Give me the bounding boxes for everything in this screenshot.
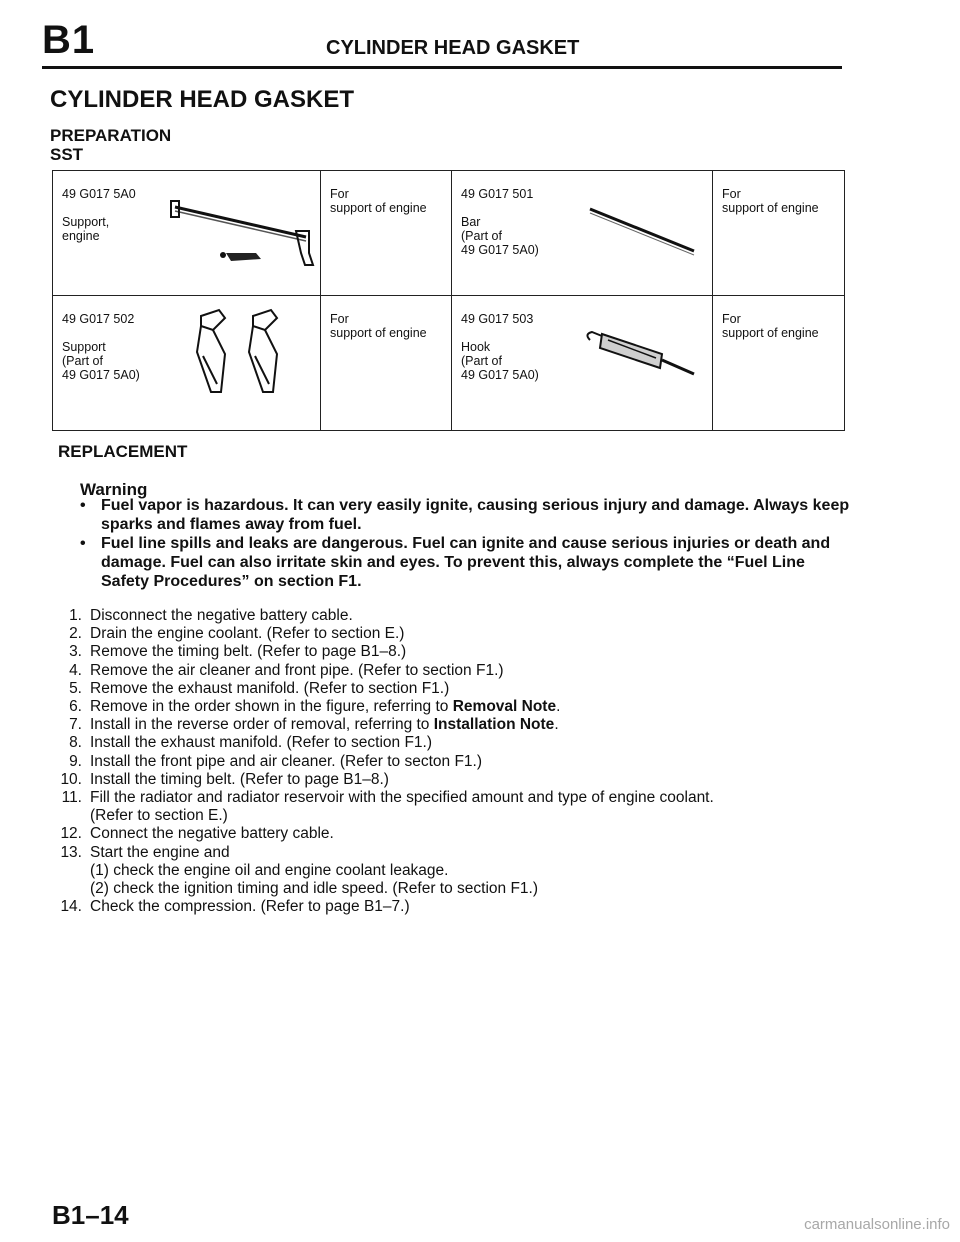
tool-description: (Part of: [62, 354, 103, 368]
part-number: 49 G017 503: [461, 312, 534, 326]
section-code: B1: [42, 18, 96, 62]
tool-description: 49 G017 5A0): [62, 368, 140, 382]
step-text-tail: .: [554, 716, 559, 734]
step-item: [48, 643, 848, 661]
step-number: 3.: [69, 643, 82, 661]
step-text: Drain the engine coolant. (Refer to section E.): [90, 625, 405, 643]
step-text: Disconnect the negative battery cable.: [90, 607, 353, 624]
step-text: Install the exhaust manifold. (Refer to section F1.): [90, 734, 433, 752]
tool-use: support of engine: [330, 326, 427, 340]
sst-use-cell: [713, 171, 845, 296]
tool-use: For: [722, 312, 741, 326]
step-number: 12.: [60, 825, 82, 843]
preparation-heading: PREPARATION: [50, 126, 172, 145]
sst-table: [52, 170, 845, 431]
step-reference: Installation Note: [433, 716, 555, 734]
bullet-icon: •: [80, 497, 86, 514]
warning-list: [80, 496, 850, 591]
sst-tool-cell: [53, 296, 321, 431]
step-number: 4.: [69, 661, 82, 679]
step-number: 8.: [69, 734, 82, 752]
tool-use: support of engine: [330, 201, 427, 215]
step-number: 9.: [69, 752, 82, 770]
tool-description: 49 G017 5A0): [461, 368, 539, 382]
step-number: 1.: [69, 607, 82, 624]
step-item: [48, 734, 848, 752]
step-text: Fill the radiator and radiator reservoir with the specified amount and type of engine coolant.: [90, 789, 714, 807]
step-item: [48, 844, 848, 899]
tool-description: Hook: [461, 340, 491, 354]
part-number: 49 G017 502: [62, 312, 135, 326]
tool-description: (Part of: [461, 354, 502, 368]
warning-title: Warning: [80, 480, 148, 499]
step-item: [48, 625, 848, 643]
tool-description: Support: [62, 340, 106, 354]
sst-use-cell: [321, 296, 452, 431]
step-number: 13.: [60, 843, 82, 861]
page-number: B1–14: [52, 1200, 129, 1230]
part-number: 49 G017 501: [461, 187, 534, 201]
step-item: [48, 698, 848, 716]
step-number: 5.: [69, 679, 82, 697]
step-item: [48, 607, 848, 625]
sst-use-cell: [321, 171, 452, 296]
step-text-tail: .: [556, 698, 561, 716]
header-title: CYLINDER HEAD GASKET: [326, 37, 580, 59]
tool-description: engine: [62, 229, 100, 243]
tool-use: support of engine: [722, 326, 819, 340]
step-text: Remove the timing belt. (Refer to page B1–8.): [90, 643, 407, 661]
tool-description: (Part of: [461, 229, 502, 243]
bullet-icon: •: [80, 535, 86, 552]
tool-use: support of engine: [722, 201, 819, 215]
step-reference: Removal Note: [452, 698, 557, 716]
step-item: [48, 771, 848, 789]
step-item: [48, 789, 848, 825]
step-number: 11.: [61, 789, 82, 807]
warning-item: • Fuel vapor is hazardous. It can very easily ignite, causing serious injury and damage. Always keep sparks and flames away from fuel.: [80, 497, 850, 533]
step-subline: (1) check the engine oil and engine coolant leakage.: [90, 861, 449, 879]
sst-tool-cell: [53, 171, 321, 296]
watermark: carmanualsonline.info: [804, 1216, 950, 1233]
tool-description: Bar: [461, 215, 481, 229]
page-title: CYLINDER HEAD GASKET: [50, 86, 355, 113]
replacement-heading: REPLACEMENT: [58, 442, 188, 461]
step-item: [48, 753, 848, 771]
step-text: Connect the negative battery cable.: [90, 825, 334, 843]
tool-use: For: [330, 312, 349, 326]
step-item: [48, 825, 848, 843]
tool-use: For: [330, 187, 349, 201]
sst-heading: SST: [50, 145, 84, 164]
step-subline: (Refer to section E.): [90, 807, 228, 825]
part-number: 49 G017 5A0: [62, 187, 136, 201]
step-text: Remove the air cleaner and front pipe. (Refer to section F1.): [90, 661, 504, 679]
step-number: 10.: [60, 770, 82, 788]
step-subline: (2) check the ignition timing and idle speed. (Refer to section F1.): [90, 880, 539, 898]
step-item: [48, 898, 848, 916]
step-text: Start the engine and: [90, 843, 230, 861]
step-text: Remove in the order shown in the figure, referring to: [90, 698, 453, 716]
step-number: 6.: [69, 698, 82, 716]
step-text: Install in the reverse order of removal, referring to: [90, 716, 434, 734]
step-item: [48, 716, 848, 734]
sst-tool-cell: [452, 171, 713, 296]
step-text: Remove the exhaust manifold. (Refer to section F1.): [90, 679, 450, 697]
table-row: [53, 296, 845, 431]
tool-use: For: [722, 187, 741, 201]
step-text: Check the compression. (Refer to page B1–7.): [90, 898, 410, 916]
table-row: [53, 171, 845, 296]
warning-item: • Fuel line spills and leaks are dangerous. Fuel can ignite and cause serious injuries or death and damage. Fuel can also irritate skin and eyes. To prevent this, always complete the “Fuel Line Safety Procedures” on section F1.: [80, 535, 831, 590]
header-rule: [42, 66, 842, 69]
step-text: Install the timing belt. (Refer to page B1–8.): [90, 770, 389, 788]
procedure-steps: [48, 607, 848, 916]
sst-use-cell: [713, 296, 845, 431]
sst-tool-cell: [452, 296, 713, 431]
tool-description: Support,: [62, 215, 110, 229]
step-number: 14.: [60, 898, 82, 916]
tool-description: 49 G017 5A0): [461, 243, 539, 257]
step-number: 2.: [69, 625, 82, 643]
step-text: Install the front pipe and air cleaner. (Refer to secton F1.): [90, 752, 483, 770]
step-number: 7.: [69, 716, 82, 734]
step-item: [48, 680, 848, 698]
step-item: [48, 662, 848, 680]
